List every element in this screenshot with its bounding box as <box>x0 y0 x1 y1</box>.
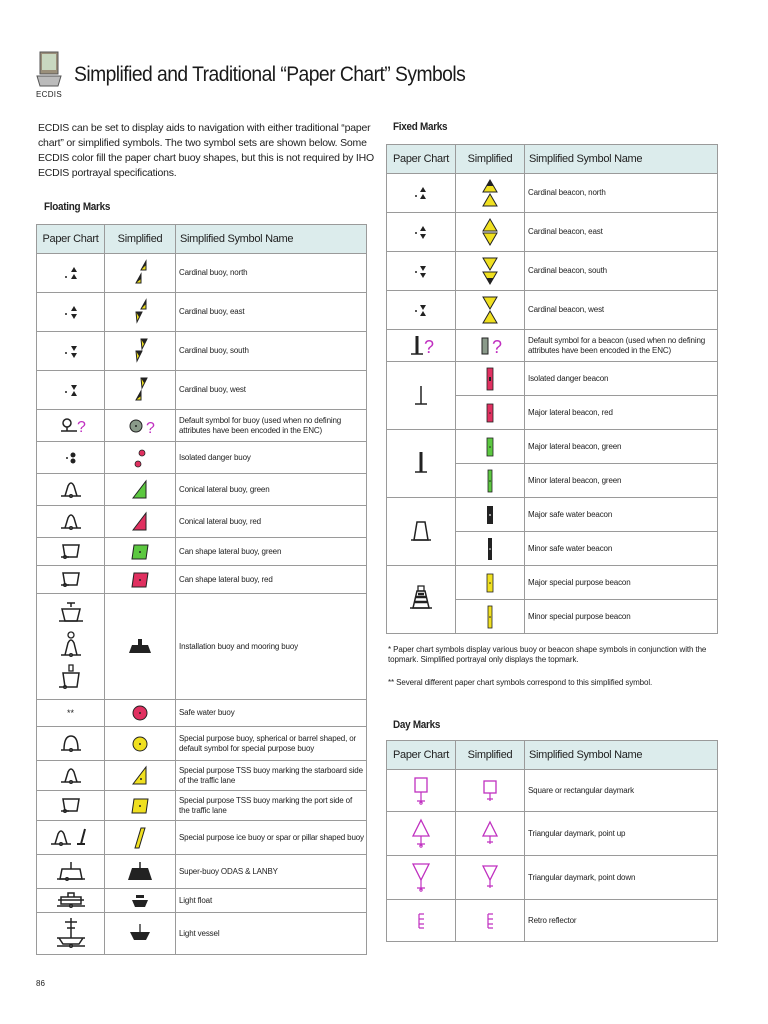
paper-can-buoy-symbol <box>59 541 83 563</box>
col-symbol-name: Simplified Symbol Name <box>176 225 367 254</box>
table-row <box>387 812 718 856</box>
simplified-major-lateral-red-symbol <box>484 400 496 426</box>
row-name: Square or rectangular daymark <box>525 770 718 812</box>
paper-spherical-buoy-symbol <box>59 732 83 756</box>
col-paper-chart: Paper Chart <box>37 225 105 254</box>
row-name: Cardinal beacon, north <box>525 174 718 213</box>
floating-marks-table <box>36 224 367 955</box>
paper-cardinal-beacon-west-symbol <box>411 299 431 321</box>
row-name: Can shape lateral buoy, green <box>176 538 367 566</box>
simplified-isolated-danger-symbol <box>130 446 150 470</box>
paper-conical-buoy-symbol <box>59 477 83 503</box>
row-name: Special purpose TSS buoy marking the starboard side of the traffic lane <box>176 761 367 791</box>
paper-ice-spar-buoy-symbols <box>47 825 95 851</box>
simplified-tss-port-symbol <box>128 795 152 817</box>
table-row <box>37 410 367 442</box>
row-name: Special purpose buoy, spherical or barrel shaped, or default symbol for special purpose buoy <box>176 727 367 761</box>
col-paper-chart: Paper Chart <box>387 145 456 174</box>
row-name: Isolated danger beacon <box>525 362 718 396</box>
row-name: Major special purpose beacon <box>525 566 718 600</box>
simplified-major-special-purpose-symbol <box>484 570 496 596</box>
paper-conical-buoy-symbol <box>59 509 83 535</box>
col-simplified: Simplified <box>456 145 525 174</box>
simplified-cardinal-north-symbol <box>130 259 150 287</box>
table-row <box>37 293 367 332</box>
row-name: Default symbol for a beacon (used when no defining attributes have been encoded in the ENC) <box>525 330 718 362</box>
paper-triangle-down-daymark-symbol <box>409 861 433 895</box>
simplified-conical-red-symbol <box>128 509 152 535</box>
paper-safe-water-note: ** <box>37 700 105 727</box>
simplified-tss-starboard-symbol <box>128 764 152 788</box>
table-row <box>37 889 367 913</box>
table-row <box>387 291 718 330</box>
row-name: Default symbol for buoy (used when no defining attributes have been encoded in the ENC) <box>176 410 367 442</box>
simplified-light-float-symbol <box>128 892 152 910</box>
paper-cardinal-east-symbol <box>61 301 81 323</box>
paper-can-buoy-symbol <box>59 569 83 591</box>
row-name: Major safe water beacon <box>525 498 718 532</box>
simplified-retro-reflector-symbol <box>480 909 500 933</box>
simplified-special-purpose-symbol <box>130 734 150 754</box>
page-number: 86 <box>36 979 45 988</box>
simplified-can-red-symbol <box>128 569 152 591</box>
paper-cardinal-beacon-north-symbol <box>411 182 431 204</box>
simplified-cardinal-beacon-east-symbol <box>480 217 500 247</box>
page-title: Simplified and Traditional “Paper Chart” Symbols <box>74 63 466 86</box>
simplified-super-buoy-symbol <box>125 859 155 885</box>
table-row <box>37 821 367 855</box>
simplified-minor-safe-water-symbol <box>484 536 496 562</box>
simplified-cardinal-west-symbol <box>130 376 150 404</box>
table-row <box>37 371 367 410</box>
col-symbol-name: Simplified Symbol Name <box>525 145 718 174</box>
paper-can-buoy-symbol <box>59 795 83 817</box>
row-name: Cardinal buoy, west <box>176 371 367 410</box>
simplified-triangle-up-daymark-symbol <box>478 817 502 851</box>
table-row <box>37 761 367 791</box>
simplified-default-buoy-symbol <box>120 414 160 438</box>
svg-text:?: ? <box>424 336 435 357</box>
row-name: Retro reflector <box>525 900 718 942</box>
table-row <box>387 174 718 213</box>
table-row <box>37 566 367 594</box>
paper-light-vessel-symbol <box>54 916 88 952</box>
row-name: Special purpose TSS buoy marking the port side of the traffic lane <box>176 791 367 821</box>
paper-special-purpose-beacon-symbol <box>409 583 433 617</box>
svg-text:?: ? <box>492 336 503 357</box>
row-name: Minor safe water beacon <box>525 532 718 566</box>
table-row <box>387 900 718 942</box>
table-row <box>37 506 367 538</box>
paper-cardinal-north-symbol <box>61 262 81 284</box>
col-paper-chart: Paper Chart <box>387 741 456 770</box>
paper-retro-reflector-symbol <box>411 909 431 933</box>
simplified-triangle-down-daymark-symbol <box>478 861 502 895</box>
paper-beacon-symbol <box>411 381 431 411</box>
table-row <box>387 252 718 291</box>
table-row <box>387 330 718 362</box>
table-row <box>37 442 367 474</box>
row-name: Minor special purpose beacon <box>525 600 718 634</box>
paper-triangle-up-daymark-symbol <box>409 817 433 851</box>
day-marks-table <box>386 740 718 942</box>
paper-cardinal-south-symbol <box>61 340 81 362</box>
table-row <box>37 594 367 700</box>
row-name: Can shape lateral buoy, red <box>176 566 367 594</box>
row-name: Cardinal beacon, south <box>525 252 718 291</box>
simplified-light-vessel-symbol <box>128 923 152 945</box>
paper-isolated-danger-symbol <box>61 447 81 469</box>
row-name: Isolated danger buoy <box>176 442 367 474</box>
paper-default-beacon-symbol <box>401 333 441 359</box>
col-symbol-name: Simplified Symbol Name <box>525 741 718 770</box>
table-row <box>37 332 367 371</box>
row-name: Conical lateral buoy, red <box>176 506 367 538</box>
simplified-conical-green-symbol <box>128 477 152 503</box>
ecdis-label: ECDIS <box>36 90 62 99</box>
footnote-multiple-symbols: ** Several different paper chart symbols correspond to this simplified symbol. <box>388 678 653 687</box>
col-simplified: Simplified <box>456 741 525 770</box>
simplified-can-green-symbol <box>128 541 152 563</box>
paper-lateral-beacon-symbol <box>411 449 431 479</box>
row-name: Safe water buoy <box>176 700 367 727</box>
paper-safe-water-beacon-symbol <box>409 517 433 547</box>
paper-cardinal-west-symbol <box>61 379 81 401</box>
simplified-cardinal-beacon-west-symbol <box>480 295 500 325</box>
row-name: Triangular daymark, point up <box>525 812 718 856</box>
table-row <box>37 855 367 889</box>
svg-text:?: ? <box>76 418 86 436</box>
row-name: Cardinal buoy, east <box>176 293 367 332</box>
fixed-marks-title: Fixed Marks <box>393 121 448 133</box>
table-row <box>37 254 367 293</box>
paper-conical-buoy-symbol <box>59 764 83 788</box>
table-row <box>37 700 367 727</box>
table-row <box>387 566 718 600</box>
simplified-ice-spar-symbol <box>130 825 150 851</box>
table-row <box>387 770 718 812</box>
table-row <box>387 498 718 532</box>
footnote-topmark: * Paper chart symbols display various buoy or beacon shape symbols in conjunction with the topmark. Simplified portrayal only displays the topmark. <box>388 645 707 664</box>
paper-cardinal-beacon-east-symbol <box>411 221 431 243</box>
table-row <box>37 791 367 821</box>
simplified-installation-mooring-buoy-symbol <box>125 635 155 659</box>
paper-cardinal-beacon-south-symbol <box>411 260 431 282</box>
table-row <box>37 727 367 761</box>
table-row <box>387 362 718 396</box>
simplified-default-beacon-symbol <box>470 333 510 359</box>
day-marks-title: Day Marks <box>393 719 441 731</box>
row-name: Cardinal beacon, east <box>525 213 718 252</box>
table-row <box>37 913 367 955</box>
row-name: Cardinal buoy, north <box>176 254 367 293</box>
simplified-isolated-danger-beacon-symbol <box>484 366 496 392</box>
simplified-cardinal-beacon-north-symbol <box>480 178 500 208</box>
row-name: Special purpose ice buoy or spar or pillar shaped buoy <box>176 821 367 855</box>
simplified-safe-water-symbol <box>130 703 150 723</box>
row-name: Light vessel <box>176 913 367 955</box>
paper-default-buoy-symbol <box>51 414 91 438</box>
paper-square-daymark-symbol <box>409 774 433 808</box>
simplified-cardinal-beacon-south-symbol <box>480 256 500 286</box>
row-name: Installation buoy and mooring buoy <box>176 594 367 700</box>
col-simplified: Simplified <box>105 225 176 254</box>
paper-super-buoy-symbol <box>56 859 86 885</box>
table-row <box>37 474 367 506</box>
intro-paragraph: ECDIS can be set to display aids to navigation with either traditional “paper chart” or simplified symbols. The two symbol sets are shown below. Some ECDIS color fill the paper chart buoy shapes, but this is not required by IHO ECDIS portrayal specifications. <box>38 122 374 179</box>
row-name: Major lateral beacon, green <box>525 430 718 464</box>
row-name: Cardinal beacon, west <box>525 291 718 330</box>
simplified-major-safe-water-symbol <box>484 502 496 528</box>
table-row <box>387 430 718 464</box>
table-row <box>37 538 367 566</box>
row-name: Super-buoy ODAS & LANBY <box>176 855 367 889</box>
row-name: Conical lateral buoy, green <box>176 474 367 506</box>
floating-marks-title: Floating Marks <box>44 201 111 213</box>
simplified-minor-lateral-green-symbol <box>484 468 496 494</box>
table-row <box>387 213 718 252</box>
row-name: Cardinal buoy, south <box>176 332 367 371</box>
simplified-minor-special-purpose-symbol <box>484 604 496 630</box>
simplified-cardinal-south-symbol <box>130 337 150 365</box>
paper-installation-mooring-buoy-symbols <box>56 599 86 695</box>
row-name: Light float <box>176 889 367 913</box>
simplified-major-lateral-green-symbol <box>484 434 496 460</box>
table-row <box>387 856 718 900</box>
row-name: Triangular daymark, point down <box>525 856 718 900</box>
svg-text:?: ? <box>146 419 155 437</box>
simplified-cardinal-east-symbol <box>130 298 150 326</box>
row-name: Major lateral beacon, red <box>525 396 718 430</box>
fixed-marks-table <box>386 144 718 634</box>
row-name: Minor lateral beacon, green <box>525 464 718 498</box>
simplified-square-daymark-symbol <box>478 774 502 808</box>
paper-light-float-symbol <box>54 891 88 911</box>
